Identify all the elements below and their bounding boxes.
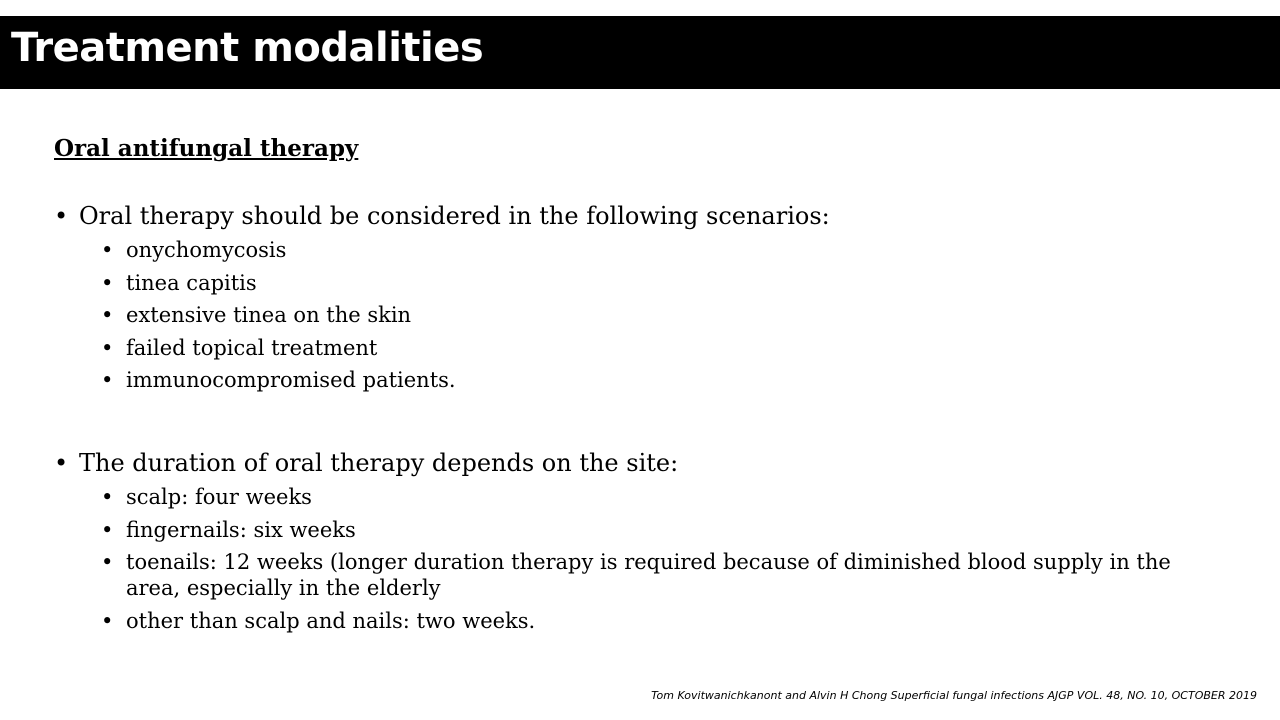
- sub-bullet-item: [101, 517, 1211, 543]
- sub-bullet-text: fingernails: six weeks: [126, 518, 356, 542]
- citation: Tom Kovitwanichkanont and Alvin H Chong Superficial fungal infections AJGP VOL. 48, NO. 10, OCTOBER 2019: [651, 689, 1257, 702]
- sub-bullet-text: immunocompromised patients.: [126, 368, 456, 392]
- bullet-glyph: •: [101, 550, 114, 574]
- bullet-duration: [54, 448, 678, 478]
- sub-bullet-item: [101, 302, 1211, 328]
- sub-bullet-item: [101, 367, 1211, 393]
- bullet-glyph: •: [101, 609, 114, 633]
- sub-bullet-item: [101, 484, 1211, 510]
- bullet-glyph: •: [101, 271, 114, 295]
- sub-bullet-text: tinea capitis: [126, 271, 257, 295]
- bullet-glyph: •: [101, 336, 114, 360]
- section-heading: Oral antifungal therapy: [54, 135, 359, 162]
- bullet-glyph: •: [54, 449, 69, 477]
- sub-bullet-item: [101, 335, 1211, 361]
- sub-bullet-item: [101, 237, 1211, 263]
- bullet-glyph: •: [101, 368, 114, 392]
- sub-bullet-text: other than scalp and nails: two weeks.: [126, 609, 536, 633]
- sub-bullet-item: [101, 270, 1211, 296]
- bullet-glyph: •: [101, 303, 114, 327]
- sub-bullet-text: scalp: four weeks: [126, 485, 312, 509]
- bullet-glyph: •: [101, 485, 114, 509]
- sub-bullet-text: toenails: 12 weeks (longer duration therapy is required because of diminished blood supply in the area, especially in the elderly: [126, 550, 1171, 600]
- bullet-scenarios: [54, 201, 830, 231]
- sub-bullet-text: onychomycosis: [126, 238, 287, 262]
- sub-bullet-text: failed topical treatment: [126, 336, 378, 360]
- sub-bullet-text: extensive tinea on the skin: [126, 303, 412, 327]
- bullet-text: Oral therapy should be considered in the following scenarios:: [79, 202, 830, 230]
- bullet-text: The duration of oral therapy depends on the site:: [79, 449, 679, 477]
- bullet-glyph: •: [54, 202, 69, 230]
- sub-bullet-item: [101, 608, 1211, 634]
- bullet-glyph: •: [101, 518, 114, 542]
- bullet-glyph: •: [101, 238, 114, 262]
- sub-bullet-item: [101, 549, 1211, 601]
- slide-title: Treatment modalities: [11, 25, 484, 71]
